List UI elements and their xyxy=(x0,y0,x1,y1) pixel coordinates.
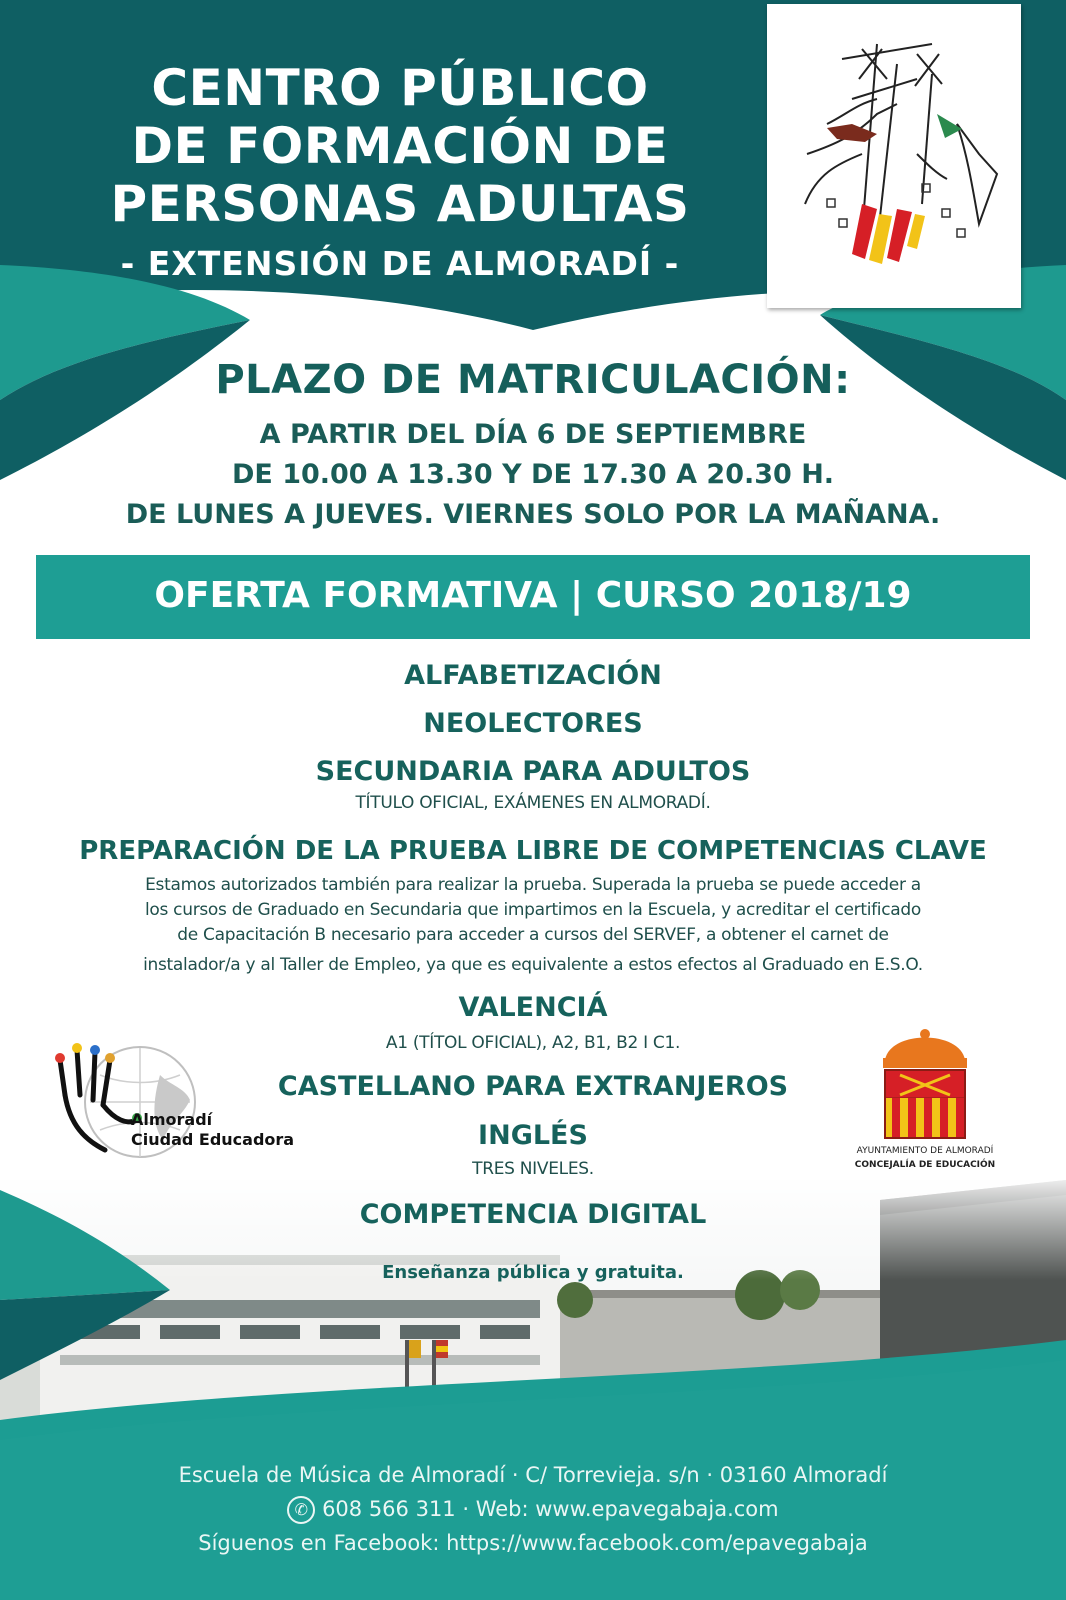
footer-contact-row xyxy=(0,1494,1066,1524)
title-line-3: PERSONAS ADULTAS xyxy=(110,175,690,233)
course-digital: COMPETENCIA DIGITAL xyxy=(359,1199,707,1230)
ayuntamiento-logo xyxy=(840,1020,1010,1180)
ayuntamiento-line1: AYUNTAMIENTO DE ALMORADÍ xyxy=(856,1146,994,1156)
title-line-2: DE FORMACIÓN DE xyxy=(131,117,669,175)
ciudad-educadora-line1: Almoradí xyxy=(131,1110,213,1129)
enrollment-line-3: DE LUNES A JUEVES. VIERNES SOLO POR LA MAÑANA. xyxy=(125,499,941,530)
phone-icon: ✆ xyxy=(287,1496,315,1524)
subtitle: - EXTENSIÓN DE ALMORADÍ - xyxy=(120,244,680,283)
school-logo xyxy=(767,4,1021,308)
title-line-1: CENTRO PÚBLICO xyxy=(151,59,649,117)
course-secundaria-note: TÍTULO OFICIAL, EXÁMENES EN ALMORADÍ. xyxy=(355,793,711,813)
course-alfabetizacion: ALFABETIZACIÓN xyxy=(404,660,662,691)
free-note: Enseñanza pública y gratuita. xyxy=(382,1262,684,1283)
enrollment-line-1: A PARTIR DEL DÍA 6 DE SEPTIEMBRE xyxy=(259,419,807,450)
prueba-desc-2: los cursos de Graduado en Secundaria que impartimos en la Escuela, y acreditar el certificado xyxy=(144,900,921,920)
enrollment-heading: PLAZO DE MATRICULACIÓN: xyxy=(215,357,851,403)
course-valencia: VALENCIÁ xyxy=(458,992,608,1023)
ayuntamiento-line2: CONCEJALÍA DE EDUCACIÓN xyxy=(854,1160,996,1170)
prueba-desc-3: de Capacitación B necesario para acceder a cursos del SERVEF, a obtener el carnet de xyxy=(177,925,889,945)
prueba-desc-4: instalador/a y al Taller de Empleo, ya que es equivalente a estos efectos al Graduado en E.S.O. xyxy=(143,955,923,975)
course-ingles-note: TRES NIVELES. xyxy=(472,1159,594,1179)
course-castellano: CASTELLANO PARA EXTRANJEROS xyxy=(277,1071,789,1102)
ciudad-educadora-line2: Ciudad Educadora xyxy=(131,1130,295,1149)
course-secundaria: SECUNDARIA PARA ADULTOS xyxy=(315,756,751,787)
prueba-desc-1: Estamos autorizados también para realizar la prueba. Superada la prueba se puede acceder a xyxy=(145,875,921,895)
course-valencia-note: A1 (TÍTOL OFICIAL), A2, B1, B2 I C1. xyxy=(385,1033,681,1053)
enrollment-line-2: DE 10.00 A 13.30 Y DE 17.30 A 20.30 H. xyxy=(231,459,835,490)
footer-web[interactable]: · Web: www.epavegabaja.com xyxy=(462,1497,779,1521)
footer-phone[interactable]: 608 566 311 xyxy=(322,1497,456,1521)
course-ingles: INGLÉS xyxy=(478,1120,588,1151)
ciudad-educadora-logo xyxy=(45,1040,325,1170)
footer-address: Escuela de Música de Almoradí · C/ Torrevieja. s/n · 03160 Almoradí xyxy=(178,1463,888,1487)
footer-facebook[interactable]: Síguenos en Facebook: https://www.facebook.com/epavegabaja xyxy=(198,1531,868,1555)
offer-banner-text: OFERTA FORMATIVA | CURSO 2018/19 xyxy=(154,575,912,616)
course-prueba: PREPARACIÓN DE LA PRUEBA LIBRE DE COMPETENCIAS CLAVE xyxy=(79,836,987,866)
course-neolectores: NEOLECTORES xyxy=(423,708,643,739)
